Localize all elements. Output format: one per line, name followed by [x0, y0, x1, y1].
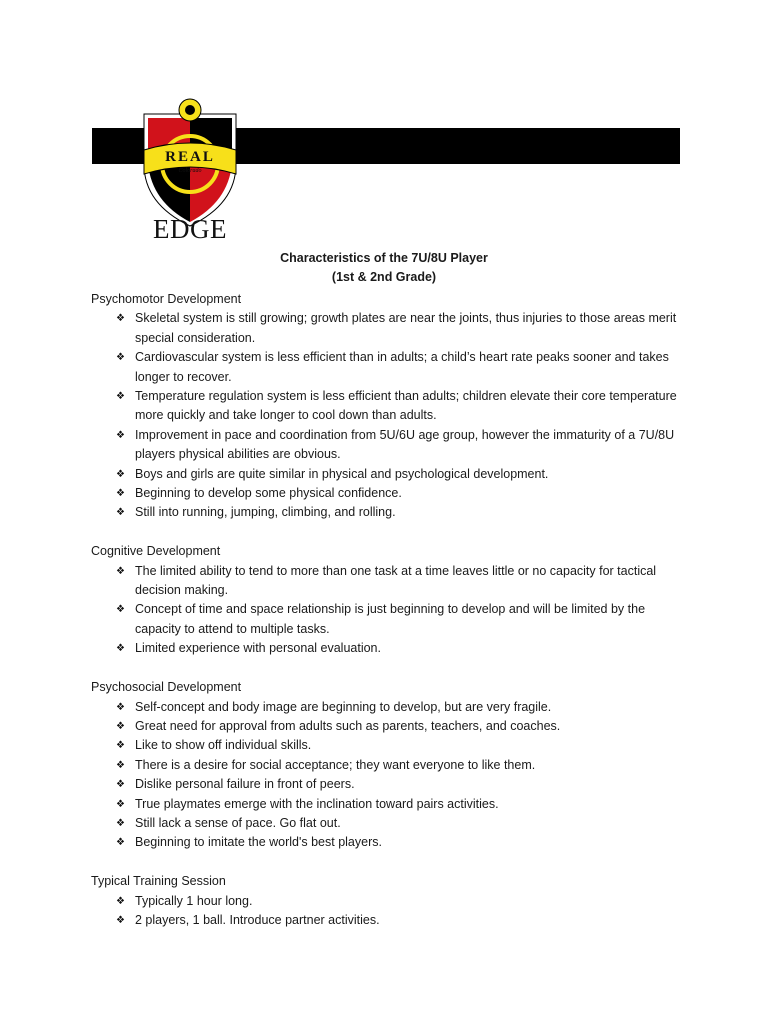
list-item-text: Like to show off individual skills.: [135, 738, 312, 753]
diamond-bullet-icon: ❖: [116, 817, 125, 829]
diamond-bullet-icon: ❖: [116, 352, 125, 364]
bullet-list: [91, 698, 691, 853]
section-heading: Typical Training Session: [91, 874, 226, 889]
diamond-bullet-icon: ❖: [116, 837, 125, 849]
list-item: [91, 833, 691, 852]
list-item-text: Dislike personal failure in front of peers.: [135, 777, 355, 792]
list-item: [91, 756, 691, 775]
list-item: [91, 309, 691, 348]
list-item: [91, 775, 691, 794]
list-item-text: Temperature regulation system is less efficient than adults; children elevate their core temperature more quickly and take longer to cool down than adults.: [135, 389, 677, 423]
diamond-bullet-icon: ❖: [116, 643, 125, 655]
section-heading: Cognitive Development: [91, 544, 221, 559]
diamond-bullet-icon: ❖: [116, 895, 125, 907]
diamond-bullet-icon: ❖: [116, 488, 125, 500]
list-item: [91, 465, 691, 484]
list-item: [91, 736, 691, 755]
diamond-bullet-icon: ❖: [116, 779, 125, 791]
list-item-text: Limited experience with personal evaluation.: [135, 641, 381, 656]
list-item-text: Concept of time and space relationship is just beginning to develop and will be limited by the capacity to attend to multiple tasks.: [135, 602, 646, 636]
document-body: [91, 290, 691, 930]
list-item-text: Great need for approval from adults such as parents, teachers, and coaches.: [135, 718, 561, 733]
list-item: [91, 892, 691, 911]
list-item-text: Still lack a sense of pace. Go flat out.: [135, 815, 341, 830]
list-item-text: True playmates emerge with the inclination toward pairs activities.: [135, 796, 499, 811]
diamond-bullet-icon: ❖: [116, 798, 125, 810]
list-item-text: Beginning to develop some physical confidence.: [135, 486, 402, 501]
list-item-text: Still into running, jumping, climbing, and rolling.: [135, 505, 396, 520]
list-item-text: There is a desire for social acceptance; they want everyone to like them.: [135, 757, 536, 772]
list-item: [91, 717, 691, 736]
diamond-bullet-icon: ❖: [116, 313, 125, 325]
section-psychomotor: [91, 290, 691, 523]
list-item: [91, 562, 691, 601]
list-item: [91, 698, 691, 717]
list-item-text: Improvement in pace and coordination from 5U/6U age group, however the immaturity of a 7U/8U players physical abilities are obvious.: [135, 427, 675, 462]
logo-banner-text: REAL: [165, 149, 215, 165]
list-item: [91, 795, 691, 814]
list-item: [91, 484, 691, 503]
list-item-text: Self-concept and body image are beginning to develop, but are very fragile.: [135, 699, 552, 714]
diamond-bullet-icon: ❖: [116, 507, 125, 519]
diamond-bullet-icon: ❖: [116, 759, 125, 771]
diamond-bullet-icon: ❖: [116, 468, 125, 480]
page-subtitle: (1st & 2nd Grade): [331, 270, 437, 284]
list-item: [91, 426, 691, 465]
diamond-bullet-icon: ❖: [116, 604, 125, 616]
bullet-list: [91, 309, 691, 522]
logo-script-text: Colorado: [178, 168, 202, 174]
list-item: [91, 387, 691, 426]
list-item: [91, 639, 691, 658]
list-item: [91, 814, 691, 833]
list-item-text: Boys and girls are quite similar in physical and psychological development.: [135, 466, 549, 481]
bullet-list: [91, 562, 691, 659]
list-item: [91, 600, 691, 639]
section-heading: Psychosocial Development: [91, 680, 242, 695]
list-item-text: Cardiovascular system is less efficient than in adults; a child’s heart rate peaks sooner and takes longer to recover.: [135, 350, 669, 384]
list-item-text: The limited ability to tend to more than one task at a time leaves little or no capacity for tactical decision making.: [135, 563, 657, 598]
section-psychosocial: [91, 678, 691, 853]
list-item: [91, 348, 691, 387]
list-item-text: Typically 1 hour long.: [135, 893, 253, 908]
list-item: [91, 911, 691, 930]
list-item: [91, 503, 691, 522]
section-training-session: [91, 872, 691, 930]
diamond-bullet-icon: ❖: [116, 429, 125, 441]
diamond-bullet-icon: ❖: [116, 565, 125, 577]
list-item-text: Skeletal system is still growing; growth plates are near the joints, thus injuries to those areas merit special consideration.: [135, 311, 677, 345]
list-item-text: 2 players, 1 ball. Introduce partner activities.: [135, 912, 380, 927]
diamond-bullet-icon: ❖: [116, 720, 125, 732]
diamond-bullet-icon: ❖: [116, 740, 125, 752]
page-title: Characteristics of the 7U/8U Player: [280, 251, 488, 265]
diamond-bullet-icon: ❖: [116, 391, 125, 403]
bullet-list: [91, 892, 691, 931]
logo-wordmark: EDGE: [153, 214, 227, 244]
diamond-bullet-icon: ❖: [116, 914, 125, 926]
section-cognitive: [91, 542, 691, 658]
section-heading: Psychomotor Development: [91, 292, 242, 306]
diamond-bullet-icon: ❖: [116, 701, 125, 713]
list-item-text: Beginning to imitate the world's best players.: [135, 835, 382, 850]
